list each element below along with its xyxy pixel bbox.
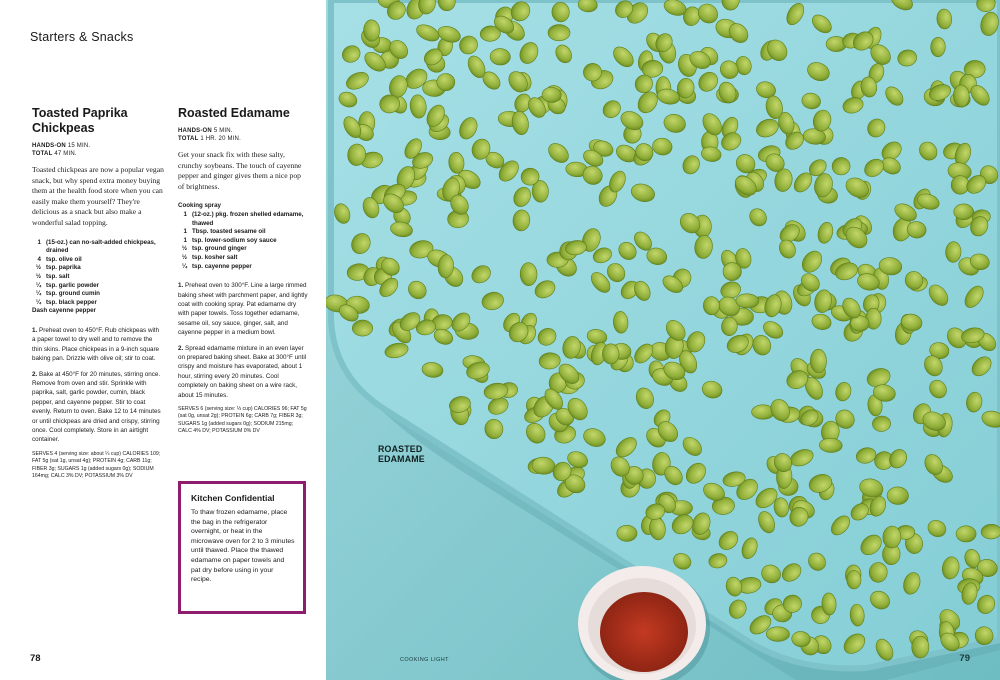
ingredient-item (178, 202, 308, 211)
ingredient-text: Dash cayenne pepper (32, 307, 96, 315)
ingredient-qty: ½ (181, 245, 187, 253)
edamame-bean (766, 627, 789, 642)
ingredient-text: tsp. black pepper (46, 298, 97, 306)
ingredient-text: Tbsp. toasted sesame oil (192, 228, 266, 236)
ingredient-text: tsp. ground ginger (192, 245, 247, 253)
step-number: 2. (32, 370, 38, 378)
recipe-title: Roasted Edamame (178, 106, 290, 120)
ingredient-list (178, 202, 308, 271)
total-value: 47 MIN. (54, 151, 77, 157)
ingredient-item (32, 239, 164, 256)
edamame-bean (352, 320, 372, 336)
hands-on-label: HANDS-ON (178, 128, 212, 134)
ingredient-qty: ½ (35, 272, 41, 280)
sidebar-body: To thaw frozen edamame, place the bag in the refrigerator overnight, or heat in the microwave oven for 2 to 3 minutes until thawed. Place the thawed edamame on paper towels and pat dry before using in your recipe. (191, 509, 295, 584)
ingredient-text: tsp. ground cumin (46, 290, 100, 298)
step-number: 1. (32, 326, 38, 334)
recipe-intro: Toasted chickpeas are now a popular vegan snack, but why spend extra money buying them at the health food store when you can easily make them yourself? They're delicious as a snack but also make a wonderful salad topping. (32, 165, 164, 227)
ingredient-qty: ¼ (35, 298, 41, 306)
edamame-bean (912, 636, 930, 658)
caption-line: ROASTED (378, 444, 423, 454)
section-title: Starters & Snacks (30, 30, 134, 44)
nutrition-info: SERVES 4 (serving size: about ¼ cup) CALORIES 109; FAT 5g (sat 1g, unsat 4g); PROTEIN 4g; CARB 11g; FIBER 3g; SUGARS 1g (added sugars 0g); SODIUM 164mg; CALC 3% DV; POTASSIUM 3% DV (32, 450, 161, 479)
ingredient-qty: ½ (181, 253, 187, 261)
total-time (178, 135, 308, 143)
step-text: Bake at 450°F for 20 minutes, stirring once. Remove from oven and stir. Sprinkle with paprika, salt, garlic powder, cumin, black pepper, and cayenne pepper. Stir to coat evenly. Return to oven. Bake 12 to 14 minutes or until chickpeas are dried and crispy, stirring once. Cool completely. Store in an airtight container. (32, 370, 161, 444)
ingredient-item (32, 299, 164, 308)
edamame-bean (723, 262, 742, 281)
left-page (0, 0, 326, 680)
total-value: 1 HR. 20 MIN. (200, 136, 241, 142)
ingredient-item (178, 254, 308, 263)
ingredient-text: tsp. salt (46, 272, 70, 280)
ingredient-qty: 1 (183, 228, 187, 236)
ingredient-qty: ¼ (35, 281, 41, 289)
ingredient-text: tsp. lower-sodium soy sauce (192, 236, 277, 244)
page-number-left: 78 (30, 653, 41, 664)
ingredient-item (32, 256, 164, 265)
total-label: TOTAL (178, 136, 199, 142)
food-photo (326, 0, 1000, 680)
edamame-bean (872, 416, 891, 432)
ingredient-item (178, 263, 308, 272)
ingredient-item (32, 264, 164, 273)
ingredient-item (178, 211, 308, 228)
ingredient-item (32, 307, 164, 316)
recipe-title: Toasted Paprika Chickpeas (32, 106, 128, 135)
edamame-bean (954, 204, 974, 220)
edamame-bean (810, 349, 826, 373)
ingredient-item (178, 237, 308, 246)
kitchen-confidential-box (178, 481, 306, 614)
nutrition-info: SERVES 6 (serving size: ⅓ cup) CALORIES 96; FAT 5g (sat 0g, unsat 2g); PROTEIN 6g; CARB 7g; FIBER 3g; SUGARS 1g (added sugars 0g); SODIUM 215mg; CALC 4% DV; POTASSIUM 0% DV (178, 406, 307, 435)
ingredient-item (178, 228, 308, 237)
sidebar-title: Kitchen Confidential (191, 493, 275, 503)
caption-line: EDAMAME (378, 454, 425, 464)
step-text: Spread edamame mixture in an even layer on prepared baking sheet. Bake at 300°F until crispy and moisture has evaporated, about 1 hour, stirring every 20 minutes. Cool completely on baking sheet on a wire rack, about 15 minutes. (178, 344, 307, 399)
edamame-bean (847, 570, 861, 589)
ingredient-item (32, 282, 164, 291)
ingredient-qty: 4 (37, 255, 41, 263)
step-1 (32, 326, 164, 364)
hands-on-time (178, 127, 308, 135)
total-time (32, 150, 164, 158)
ingredient-qty: ¼ (181, 262, 187, 270)
recipe-chickpeas (32, 106, 164, 480)
recipe-edamame (178, 106, 308, 436)
total-label: TOTAL (32, 151, 53, 157)
edamame-bean (617, 525, 637, 541)
ingredient-text: (12-oz.) pkg. frozen shelled edamame, thawed (192, 210, 304, 227)
ingredient-qty: 1 (183, 210, 187, 218)
hands-on-time (32, 142, 164, 150)
ingredient-text: Cooking spray (178, 202, 221, 210)
edamame-bean (602, 344, 619, 364)
edamame-bean (548, 25, 570, 41)
ingredient-text: (15-oz.) can no-salt-added chickpeas, drained (46, 238, 156, 255)
hands-on-value: 15 MIN. (67, 143, 91, 149)
hands-on-label: HANDS-ON (32, 143, 66, 149)
ingredient-text: tsp. kosher salt (192, 253, 238, 261)
ingredient-qty: ¼ (35, 290, 41, 298)
edamame-bean (956, 526, 976, 542)
magazine-name: COOKING LIGHT (400, 657, 449, 663)
ingredient-item (32, 290, 164, 299)
hands-on-value: 5 MIN. (213, 128, 233, 134)
ingredient-qty: ½ (35, 264, 41, 272)
recipe-intro: Get your snack fix with these salty, crunchy soybeans. The touch of cayenne pepper and ginger gives them a nice pop of brightness. (178, 150, 302, 191)
ingredient-item (32, 273, 164, 282)
step-number: 2. (178, 344, 184, 352)
ingredient-qty: 1 (37, 238, 41, 246)
page-number-right: 79 (959, 653, 970, 664)
step-text: Preheat oven to 300°F. Line a large rimmed baking sheet with parchment paper, and lightly coat with cooking spray. Pat edamame dry with paper towels. Toss together edamame, sesame oil, soy sauce, ginger, salt, and cayenne pepper in a medium bowl. (178, 282, 308, 337)
ingredient-text: tsp. garlic powder (46, 281, 99, 289)
photo-caption (378, 444, 425, 464)
edamame-tray-image (326, 0, 1000, 680)
ingredient-list (32, 239, 164, 316)
step-2 (178, 344, 308, 400)
step-number: 1. (178, 282, 184, 290)
step-text: Preheat oven to 450°F. Rub chickpeas with a paper towel to dry well and to remove the thin skins. Place chickpeas in a 9-inch square baking pan. Drizzle with olive oil; stir to coat. (32, 326, 160, 363)
ingredient-text: tsp. olive oil (46, 255, 82, 263)
step-1 (178, 281, 308, 337)
ingredient-text: tsp. paprika (46, 264, 81, 272)
ingredient-qty: 1 (183, 236, 187, 244)
step-2 (32, 370, 164, 445)
edamame-bean (930, 37, 945, 57)
ingredient-item (178, 245, 308, 254)
ingredient-text: tsp. cayenne pepper (192, 262, 252, 270)
